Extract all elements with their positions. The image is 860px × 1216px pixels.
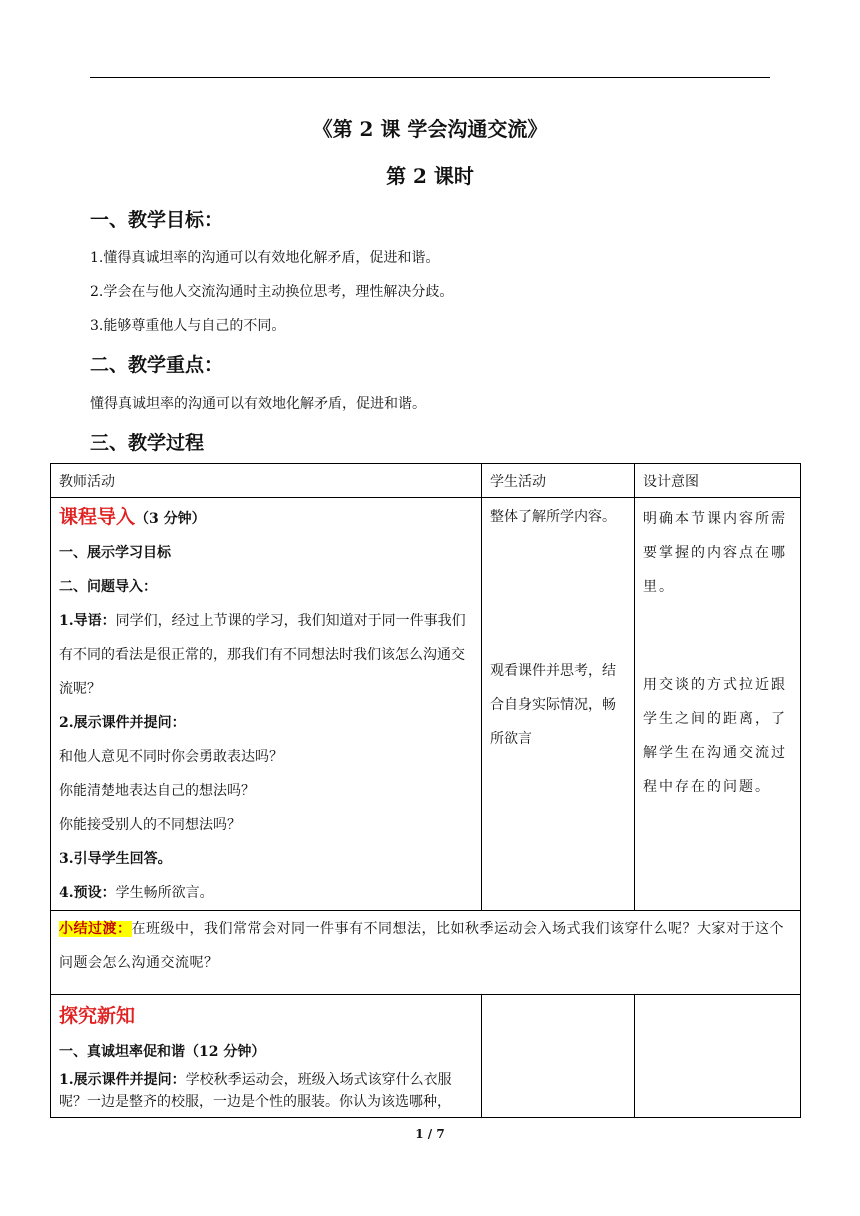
page-number: 1 / 7 <box>415 1127 445 1141</box>
design-intent-1: 明确本节课内容所需要掌握的内容点在哪里。 <box>643 511 787 595</box>
goal-item-1: 1.懂得真诚坦率的沟通可以有效地化解矛盾，促进和谐。 <box>90 250 440 266</box>
header-student: 学生活动 <box>482 464 635 498</box>
section-time: （3 分钟） <box>135 511 206 527</box>
student-activity-1: 整体了解所学内容。 <box>490 509 616 525</box>
goal-item-2: 2.学会在与他人交流沟通时主动换位思考，理性解决分歧。 <box>90 284 454 300</box>
activity-line: 和他人意见不同时你会勇敢表达吗？ <box>59 749 283 765</box>
activity-line: 4.预设：学生畅所欲言。 <box>59 885 214 901</box>
activity-line: 二、问题导入： <box>59 579 157 595</box>
table-header-row <box>51 464 801 498</box>
student-activity-cell <box>482 498 635 911</box>
table-row <box>51 911 801 995</box>
activity-line: 3.引导学生回答。 <box>59 851 172 867</box>
section-title-line <box>59 999 473 1035</box>
key-points-text: 懂得真诚坦率的沟通可以有效地化解矛盾，促进和谐。 <box>90 396 426 412</box>
header-rule <box>90 77 770 78</box>
goals-heading: 一、教学目标： <box>90 209 224 231</box>
activity-line: 你能接受别人的不同想法吗？ <box>59 817 241 833</box>
design-intent-cell <box>635 995 801 1118</box>
section-title: 课程导入 <box>59 506 136 528</box>
header-intent: 设计意图 <box>635 464 801 498</box>
transition-label: 小结过渡： <box>59 921 132 937</box>
document-title: 《第 2 课 学会沟通交流》 <box>312 117 548 141</box>
design-intent-cell <box>635 498 801 911</box>
sub-heading: 一、真诚坦率促和谐（12 分钟） <box>59 1044 266 1060</box>
activity-line: 1.展示课件并提问：学校秋季运动会，班级入场式该穿什么衣服呢？一边是整齐的校服，一边是个性的服装。你认为该选哪种， <box>59 1072 452 1110</box>
teacher-activity-cell <box>51 995 482 1118</box>
table-row <box>51 995 801 1118</box>
document-subtitle: 第 2 课时 <box>386 164 474 188</box>
lesson-table <box>50 463 801 1118</box>
section-title-line <box>59 500 473 536</box>
key-points-heading: 二、教学重点： <box>90 354 224 376</box>
section-title: 探究新知 <box>59 1005 136 1027</box>
student-activity-cell <box>482 995 635 1118</box>
activity-line: 1.导语：同学们，经过上节课的学习，我们知道对于同一件事我们有不同的看法是很正常的，那我们有不同想法时我们该怎么沟通交流呢？ <box>59 613 466 697</box>
header-teacher: 教师活动 <box>51 464 482 498</box>
teacher-activity-cell <box>51 498 482 911</box>
activity-line: 一、展示学习目标 <box>59 545 171 561</box>
table-row <box>51 498 801 911</box>
goal-item-3: 3.能够尊重他人与自己的不同。 <box>90 318 286 334</box>
transition-text: 小结过渡：在班级中，我们常常会对同一件事有不同想法，比如秋季运动会入场式我们该穿什么呢？大家对于这个问题会怎么沟通交流呢？ <box>59 921 784 971</box>
process-heading: 三、教学过程 <box>90 432 205 454</box>
student-activity-2: 观看课件并思考，结合自身实际情况，畅所欲言 <box>490 663 616 747</box>
activity-line: 你能清楚地表达自己的想法吗？ <box>59 783 255 799</box>
design-intent-2: 用交谈的方式拉近跟学生之间的距离，了解学生在沟通交流过程中存在的问题。 <box>643 677 787 795</box>
activity-line: 2.展示课件并提问： <box>59 715 186 731</box>
transition-cell <box>51 911 801 995</box>
